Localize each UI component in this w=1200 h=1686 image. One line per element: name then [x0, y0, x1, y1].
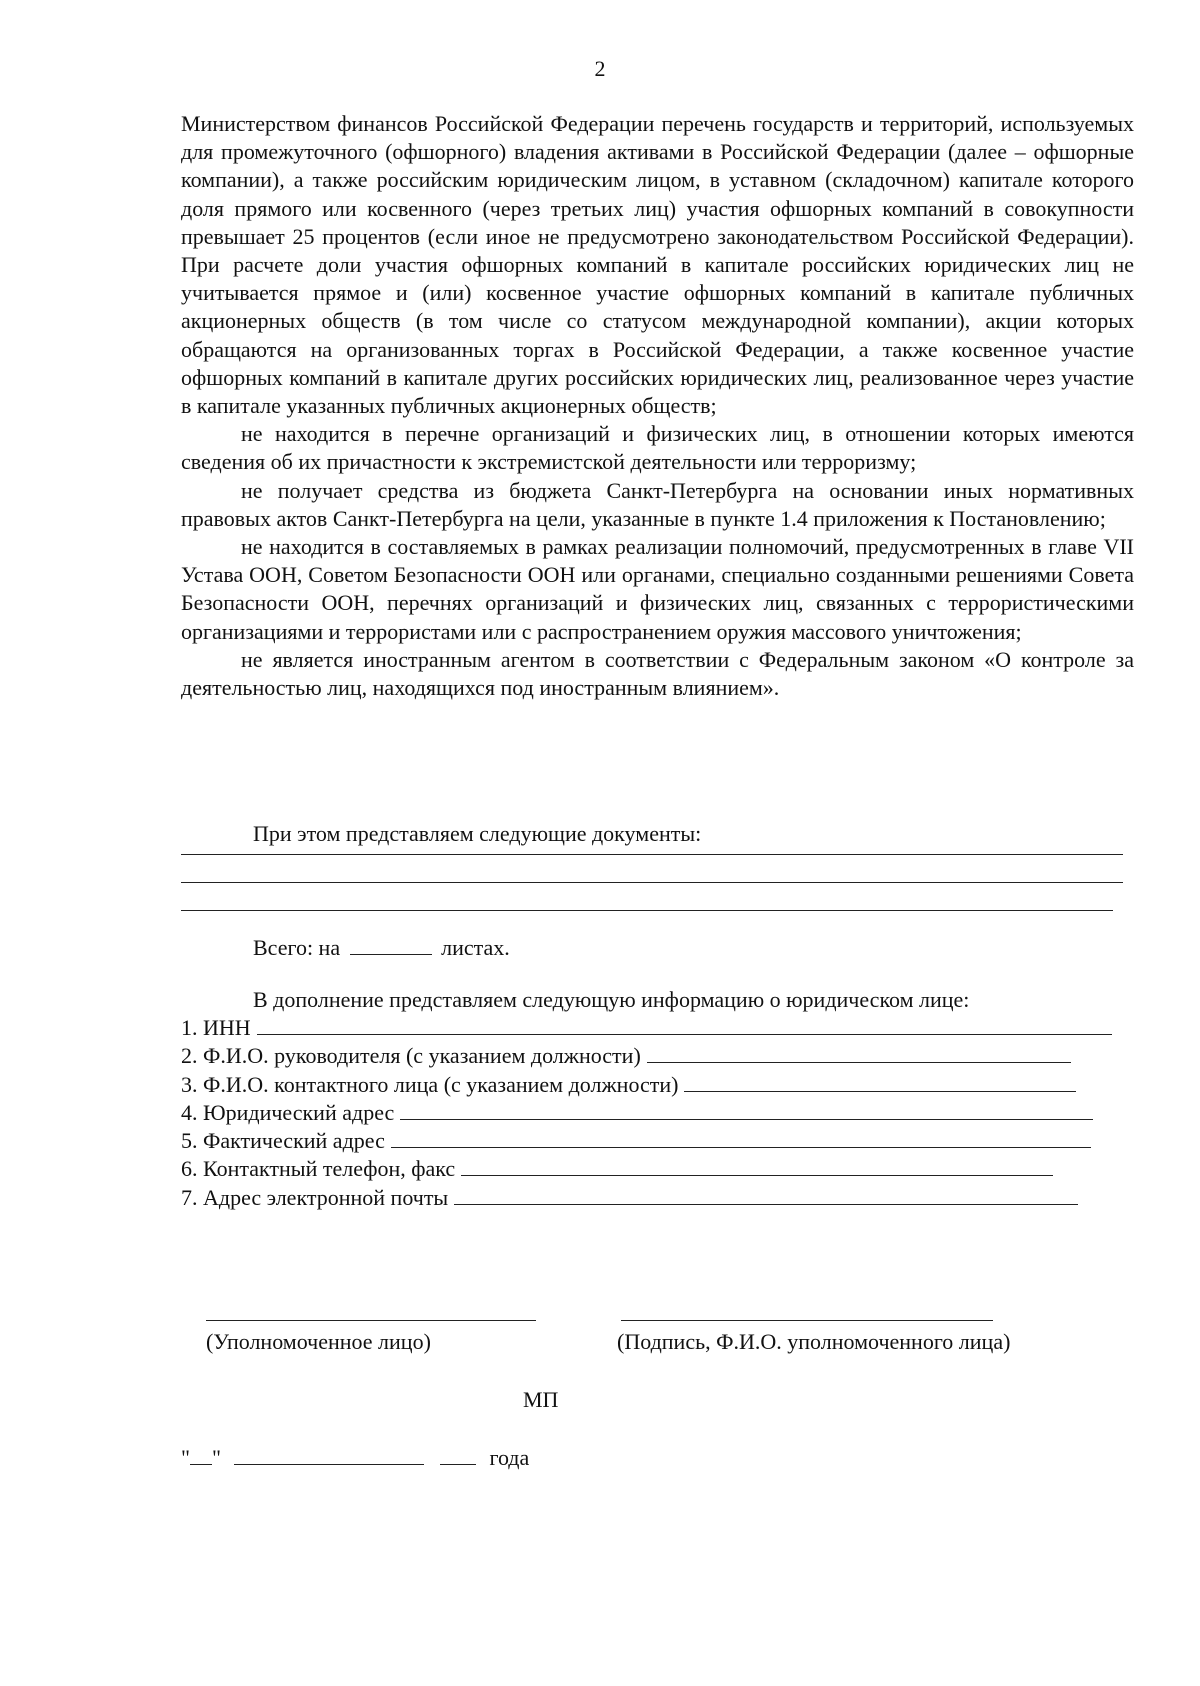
- date-line: [181, 1444, 529, 1472]
- legal-address-field[interactable]: [400, 1100, 1093, 1120]
- contact-person-field[interactable]: [684, 1072, 1076, 1092]
- actual-address-field[interactable]: [391, 1128, 1091, 1148]
- page-number: 2: [594, 56, 606, 81]
- info-label: 4. Юридический адрес: [181, 1099, 395, 1125]
- info-list: [181, 1014, 1141, 1212]
- director-field[interactable]: [647, 1043, 1071, 1063]
- info-label: 7. Адрес электронной почты: [181, 1184, 449, 1210]
- month-field[interactable]: [234, 1444, 424, 1465]
- info-item-inn: [181, 1014, 1141, 1042]
- info-label: 6. Контактный телефон, факс: [181, 1156, 456, 1182]
- inn-field[interactable]: [257, 1015, 1112, 1035]
- info-item-director: [181, 1042, 1141, 1070]
- info-label: 5. Фактический адрес: [181, 1128, 385, 1154]
- paragraph-budget: не получает средства из бюджета Санкт-Петербурга на основании иных нормативных правовых актов Санкт-Петербурга на цели, указанные в пункте 1.4 приложения к Постановлению;: [181, 477, 1134, 531]
- paragraph-foreign-agent: не является иностранным агентом в соответствии с Федеральным законом «О контроле за деятельностью лиц, находящихся под иностранным влиянием».: [181, 646, 1134, 701]
- documents-line-3[interactable]: [181, 910, 1113, 911]
- documents-line-2[interactable]: [181, 882, 1123, 883]
- total-suffix: листах.: [441, 935, 510, 960]
- total-sheets: [253, 934, 510, 962]
- signature-line[interactable]: [621, 1320, 993, 1321]
- info-label: 2. Ф.И.О. руководителя (с указанием должности): [181, 1043, 641, 1069]
- year-word: года: [489, 1445, 530, 1470]
- info-intro: В дополнение представляем следующую информацию о юридическом лице:: [253, 987, 970, 1012]
- info-label: 3. Ф.И.О. контактного лица (с указанием должности): [181, 1071, 679, 1097]
- authorized-person-label: (Уполномоченное лицо): [206, 1329, 431, 1354]
- documents-line-1[interactable]: [181, 854, 1123, 855]
- sheet-count-field[interactable]: [350, 934, 432, 955]
- documents-intro: При этом представляем следующие документы:: [253, 821, 702, 846]
- day-field[interactable]: [190, 1444, 212, 1465]
- signature-label: (Подпись, Ф.И.О. уполномоченного лица): [617, 1329, 1011, 1354]
- info-item-phone: [181, 1155, 1141, 1183]
- stamp-place: МП: [523, 1387, 559, 1412]
- paragraph-un-lists: не находится в составляемых в рамках реализации полномочий, предусмотренных в главе VII Устава ООН, Советом Безопасности ООН или органами, специально созданными решениями Совета Безопасности ООН, перечнях организаций и физических лиц, связанных с террористическими организациями и террористами или с распространением оружия массового уничтожения;: [181, 534, 1134, 644]
- total-prefix: Всего: на: [253, 935, 341, 960]
- info-item-legal-address: [181, 1099, 1141, 1127]
- info-label: 1. ИНН: [181, 1015, 251, 1040]
- info-item-contact-person: [181, 1071, 1141, 1099]
- info-item-email: [181, 1184, 1141, 1212]
- authorized-person-line[interactable]: [206, 1320, 536, 1321]
- paragraph-offshore: Министерством финансов Российской Федерации перечень государств и территорий, используемых для промежуточного (офшорного) владения активами в Российской Федерации (далее – офшорные компании), а также российским юридическим лицом, в уставном (складочном) капитале которого доля прямого или косвенного (через третьих лиц) участия офшорных компаний в совокупности превышает 25 процентов (если иное не предусмотрено законодательством Российской Федерации). При расчете доли участия офшорных компаний в капитале российских юридических лиц не учитывается прямое и (или) косвенное участие офшорных компаний в капитале публичных акционерных обществ (в том числе со статусом международной компании), акции которых обращаются на организованных торгах в Российской Федерации, а также косвенное участие офшорных компаний в капитале других российских юридических лиц, реализованное через участие в капитале указанных публичных акционерных обществ;: [181, 111, 1134, 419]
- date-close-quote: ": [211, 1445, 221, 1470]
- document-body: [181, 110, 1134, 702]
- year-field[interactable]: [440, 1444, 476, 1465]
- email-field[interactable]: [454, 1185, 1078, 1205]
- date-open-quote: ": [181, 1445, 190, 1470]
- phone-fax-field[interactable]: [461, 1156, 1053, 1176]
- info-item-actual-address: [181, 1127, 1141, 1155]
- paragraph-extremism: не находится в перечне организаций и физических лиц, в отношении которых имеются сведения об их причастности к экстремистской деятельности или терроризму;: [181, 421, 1134, 475]
